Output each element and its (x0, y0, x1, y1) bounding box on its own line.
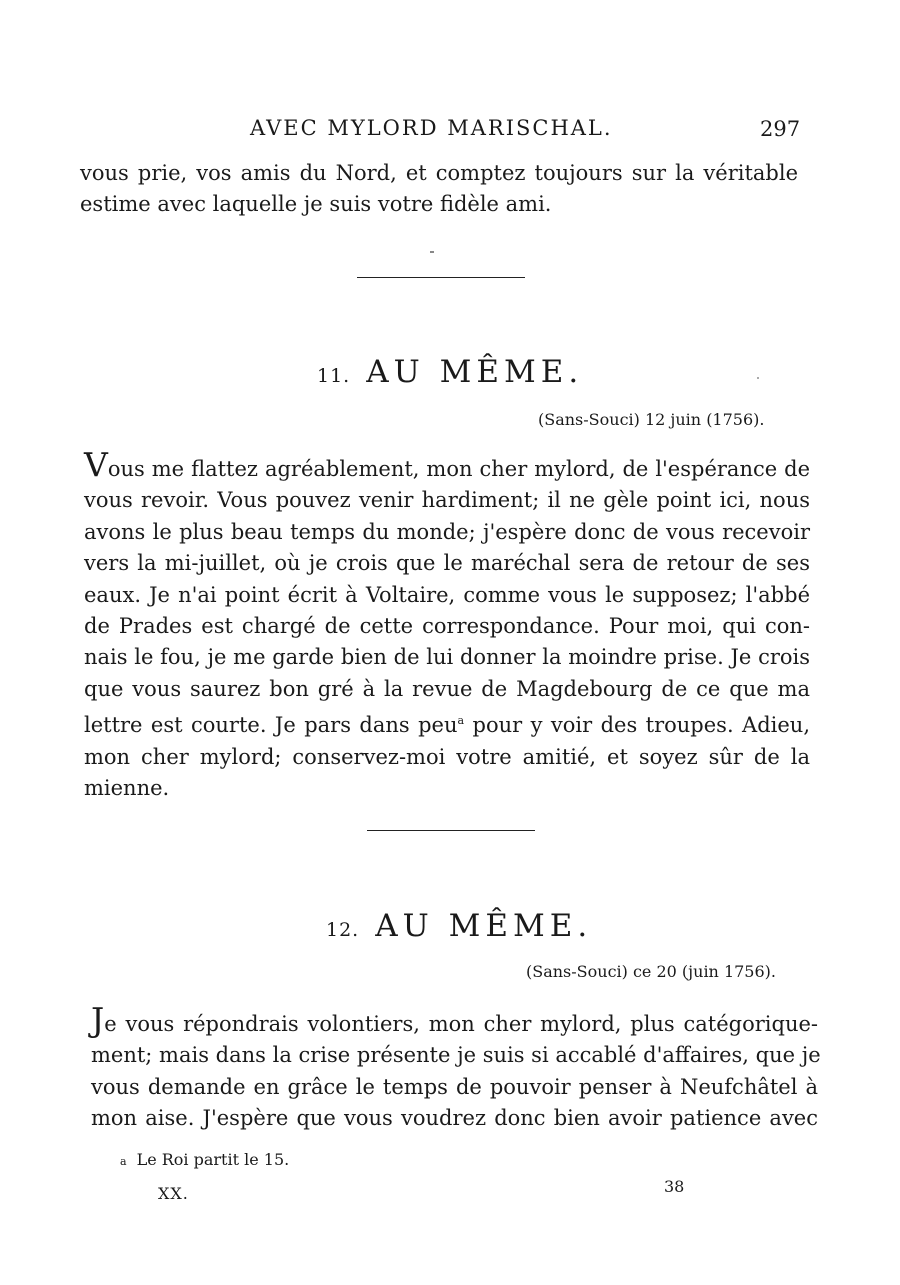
letter-dateline: (Sans-Souci) ce 20 (juin 1756). (526, 962, 776, 981)
drop-capital: J (91, 1000, 105, 1039)
letter-number: 11. (317, 365, 351, 387)
text-line: mon cher mylord; conservez-moi votre amitié, et soyez sûr de la (84, 744, 810, 769)
text-line: estime avec laquelle je suis votre fidèle ami. (80, 192, 552, 217)
page-number: 297 (760, 117, 801, 141)
sheet-number: 38 (664, 1177, 685, 1196)
text-line (84, 445, 810, 485)
text-line-content: ous me flattez agréablement, mon cher mylord, de l'espérance de (107, 457, 810, 481)
text-line: ment; mais dans la crise présente je suis si accablé d'affaires, que je (91, 1043, 821, 1068)
letter-number: 12. (326, 919, 360, 941)
drop-capital: V (84, 445, 108, 484)
running-head-title: AVEC MYLORD MARISCHAL. (250, 116, 613, 140)
ink-speck (430, 251, 434, 253)
text-line: de Prades est chargé de cette correspondance. Pour moi, qui con- (84, 614, 810, 639)
intro-paragraph (80, 158, 798, 221)
text-line: nais le fou, je me garde bien de lui donner la moindre prise. Je crois (84, 645, 810, 670)
text-line: vous prie, vos amis du Nord, et comptez toujours sur la véritable (80, 161, 798, 185)
letter-dateline: (Sans-Souci) 12 juin (1756). (538, 410, 765, 429)
footnote (120, 1150, 289, 1169)
text-line (91, 1000, 818, 1040)
text-line: vous demande en grâce le temps de pouvoir penser à Neufchâtel à (91, 1074, 818, 1099)
text-line-content: lettre est courte. Je pars dans peu (84, 713, 458, 738)
text-line: que vous saurez bon gré à la revue de Magdebourg de ce que ma (84, 676, 810, 701)
text-line: eaux. Je n'ai point écrit à Voltaire, comme vous le supposez; l'abbé (84, 582, 810, 607)
letter-heading (326, 908, 592, 944)
letter-body (91, 1000, 821, 1135)
footnote-mark: a (120, 1155, 127, 1168)
letter-heading (317, 354, 583, 390)
text-line-content: pour y voir des troupes. Adieu, (464, 713, 810, 738)
letter-title: AU MÊME. (375, 908, 593, 944)
section-divider (357, 277, 525, 278)
text-line: avons le plus beau temps du monde; j'espère donc de vous recevoir (84, 519, 810, 544)
text-line: mon aise. J'espère que vous voudrez donc bien avoir patience avec (91, 1106, 818, 1131)
text-line: mienne. (84, 776, 170, 801)
letter-body (84, 445, 810, 804)
text-line: vers la mi-juillet, où je crois que le maréchal sera de retour de ses (84, 551, 810, 576)
text-line (84, 705, 810, 741)
text-line: vous revoir. Vous pouvez venir hardiment; il ne gèle point ici, nous (84, 488, 810, 513)
volume-signature: XX. (158, 1184, 189, 1203)
margin-speck (757, 377, 759, 379)
section-divider (367, 830, 535, 831)
text-line-content: e vous répondrais volontiers, mon cher mylord, plus catégorique- (104, 1012, 818, 1036)
footnote-reference[interactable]: a (457, 714, 465, 728)
letter-title: AU MÊME. (366, 354, 584, 390)
footnote-text: Le Roi partit le 15. (136, 1150, 290, 1169)
